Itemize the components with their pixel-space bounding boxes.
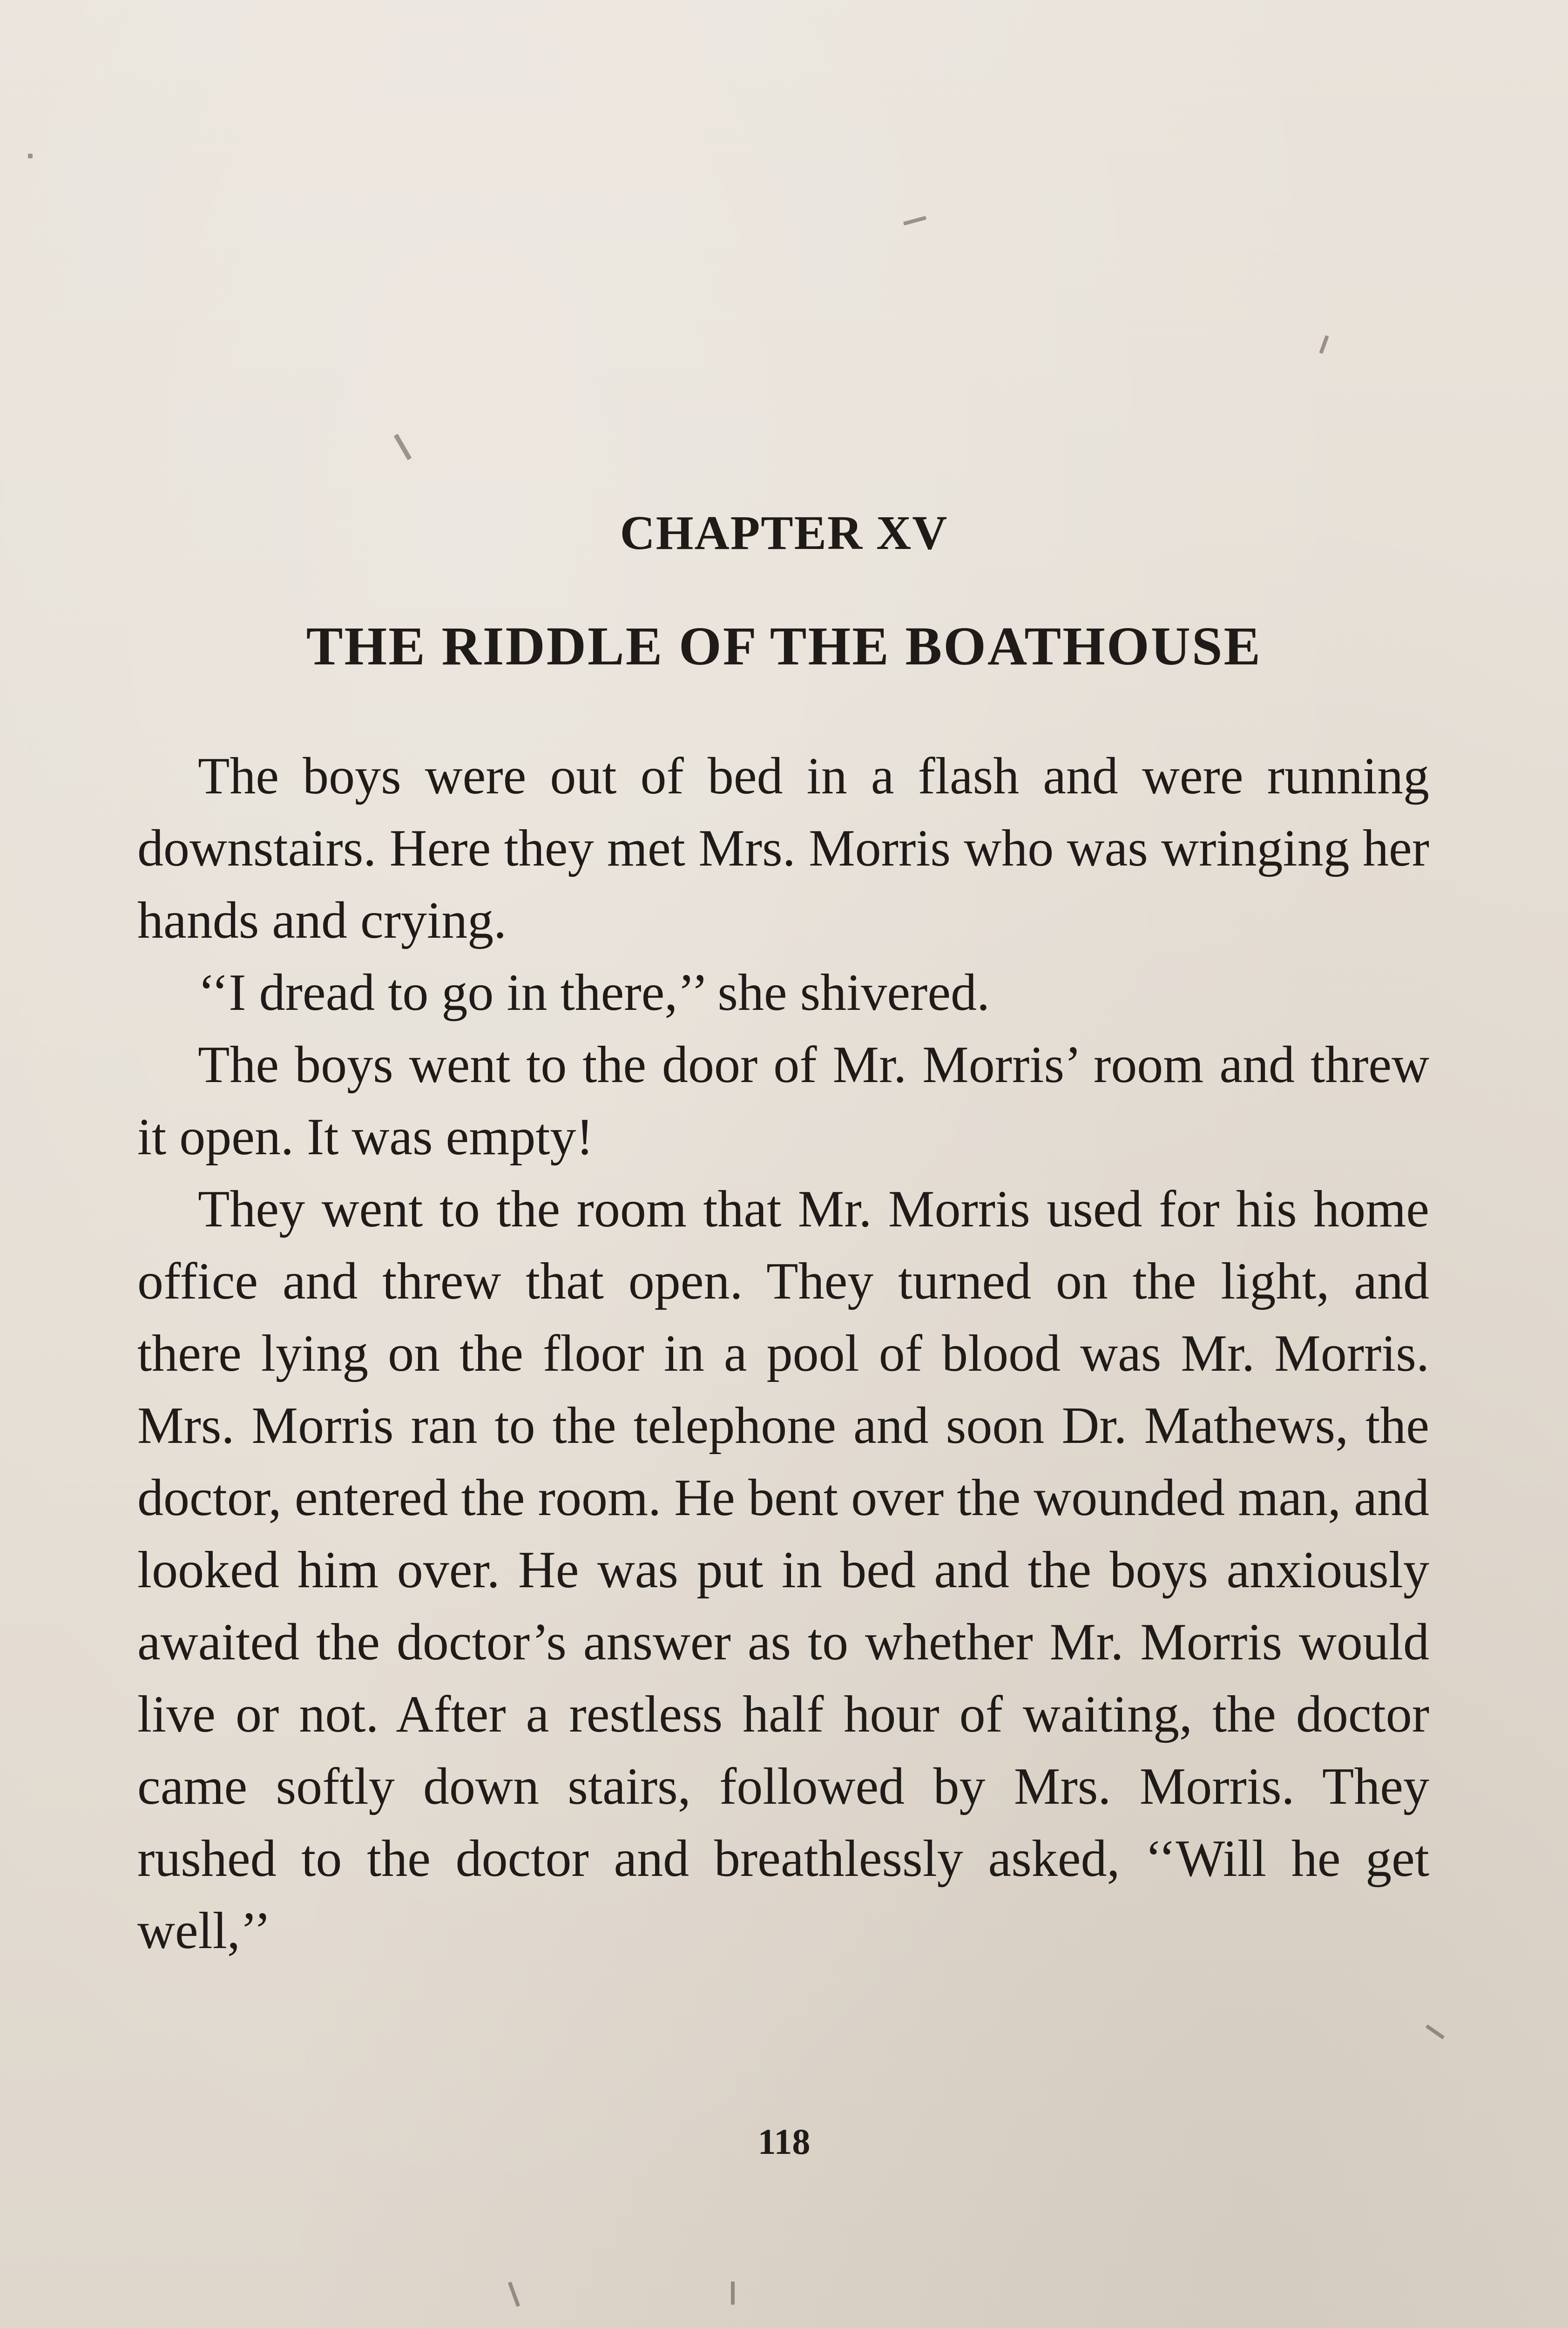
- paper-speck: [28, 154, 33, 158]
- chapter-body: [137, 740, 1429, 1967]
- paragraph: The boys were out of bed in a flash and were running downstairs. Here they met Mrs. Morris who was wringing her hands and crying.: [137, 747, 1429, 949]
- page-number: 118: [757, 2121, 811, 2162]
- chapter-label: CHAPTER XV: [620, 506, 948, 560]
- paragraph: The boys went to the door of Mr. Morris’ room and threw it open. It was empty!: [137, 1036, 1429, 1166]
- paper-speck: [903, 216, 926, 226]
- paper-speck: [394, 434, 412, 460]
- paper-speck: [1426, 2024, 1445, 2039]
- paper-speck: [508, 2281, 520, 2307]
- paragraph: ‘‘I dread to go in there,’’ she shivered.: [198, 964, 990, 1022]
- paragraph: They went to the room that Mr. Morris used for his home office and threw that open. They turned on the light, and there lying on the floor in a pool of blood was Mr. Morris. Mrs. Morris ran to the telephone and soon Dr. Mathews, the doctor, entered the room. He bent over the wounded man, and looked him over. He was put in bed and the boys anxiously awaited the doctor’s answer as to whether Mr. Morris would live or not. After a restless half hour of waiting, the doctor came softly down stairs, followed by Mrs. Morris. They rushed to the doctor and breathlessly asked, ‘‘Will he get well,’’: [137, 1180, 1429, 1960]
- paper-speck: [731, 2281, 735, 2305]
- chapter-title: THE RIDDLE OF THE BOATHOUSE: [306, 616, 1262, 677]
- paper-speck: [1319, 335, 1329, 354]
